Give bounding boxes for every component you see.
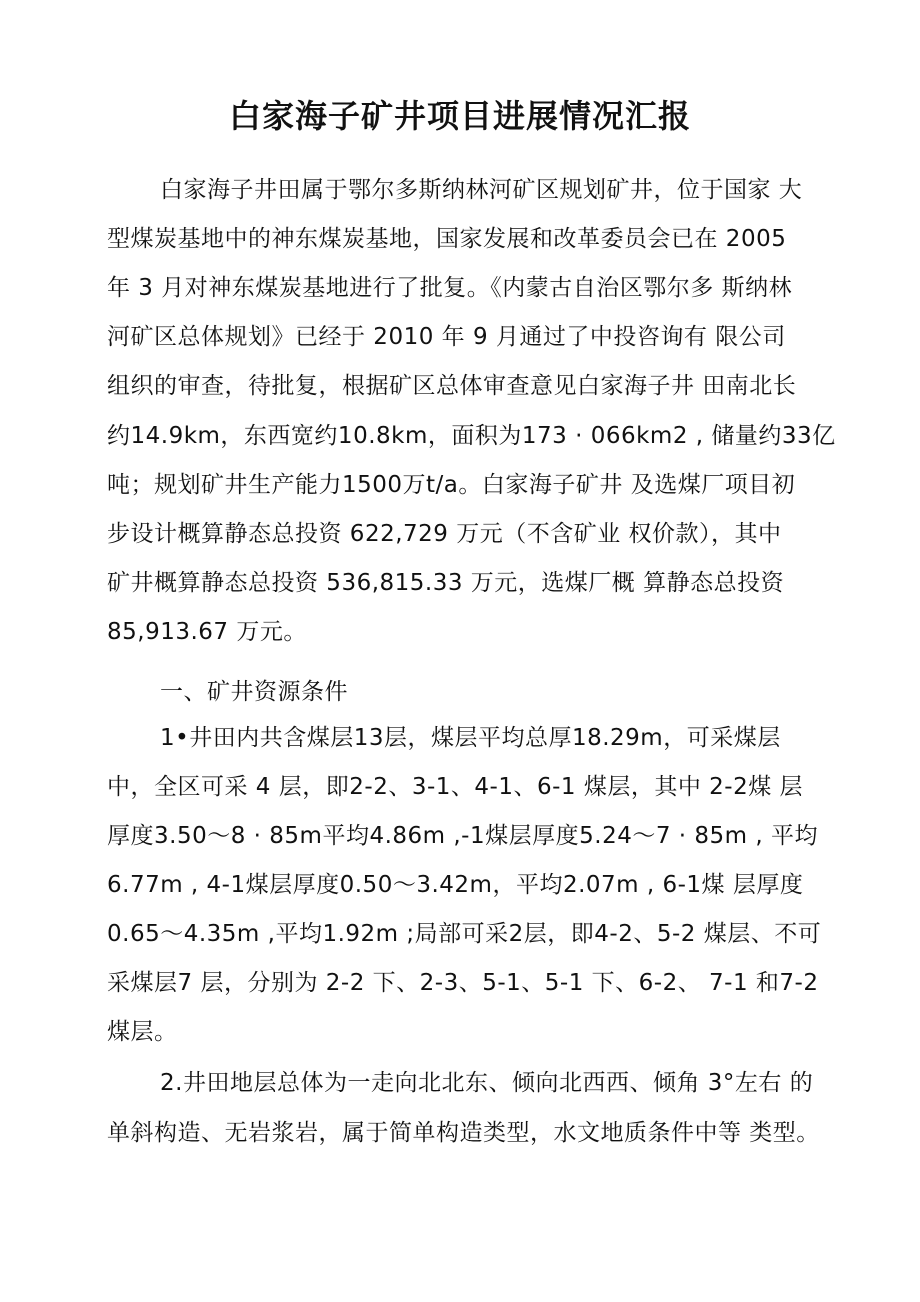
item1-line: 中，全区可采 4 层，即2-2、3-1、4-1、6-1 煤层，其中 2-2煤 层: [107, 774, 804, 800]
intro-line: 组织的审查，待批复，根据矿区总体审查意见白家海子井 田南北长: [107, 373, 797, 399]
intro-line: 约14.9km，东西宽约10.8km，面积为173 · 066km2 , 储量约33亿: [107, 423, 836, 449]
intro-line: 矿井概算静态总投资 536,815.33 万元，选煤厂概 算静态总投资: [107, 570, 785, 596]
intro-line: 步设计概算静态总投资 622,729 万元（不含矿业 权价款），其中: [107, 521, 782, 547]
intro-line: 河矿区总体规划》已经于 2010 年 9 月通过了中投咨询有 限公司: [107, 324, 786, 350]
section-heading: 一、矿井资源条件: [160, 679, 348, 705]
item2-line: 单斜构造、无岩浆岩，属于简单构造类型，水文地质条件中等 类型。: [107, 1120, 820, 1146]
item1-line: 采煤层7 层，分别为 2-2 下、2-3、5-1、5-1 下、6-2、 7-1 和7-2: [107, 970, 819, 996]
intro-line: 白家海子井田属于鄂尔多斯纳林河矿区规划矿井，位于国家 大: [160, 177, 803, 203]
intro-line: 年 3 月对神东煤炭基地进行了批复。《内蒙古自治区鄂尔多 斯纳林: [107, 275, 793, 301]
item1-line: 厚度3.50～8 · 85m平均4.86m ,-1煤层厚度5.24～7 · 85m , 平均: [107, 823, 819, 849]
intro-line: 85,913.67 万元。: [107, 619, 307, 645]
item1-line: 1•井田内共含煤层13层，煤层平均总厚18.29m，可采煤层: [160, 725, 781, 751]
item1-line: 煤层。: [107, 1019, 178, 1045]
item1-line: 6.77m , 4-1煤层厚度0.50～3.42m，平均2.07m , 6-1煤 层厚度: [107, 872, 804, 898]
item2-line: 2.井田地层总体为一走向北北东、倾向北西西、倾角 3°左右 的: [160, 1070, 814, 1096]
item1-line: 0.65～4.35m ,平均1.92m ;局部可采2层，即4-2、5-2 煤层、不可: [107, 921, 822, 947]
document-title: 白家海子矿井项目进展情况汇报: [228, 97, 691, 135]
intro-line: 型煤炭基地中的神东煤炭基地，国家发展和改革委员会已在 2005: [107, 226, 787, 252]
intro-line: 吨；规划矿井生产能力1500万t/a。白家海子矿井 及选煤厂项目初: [107, 472, 796, 498]
